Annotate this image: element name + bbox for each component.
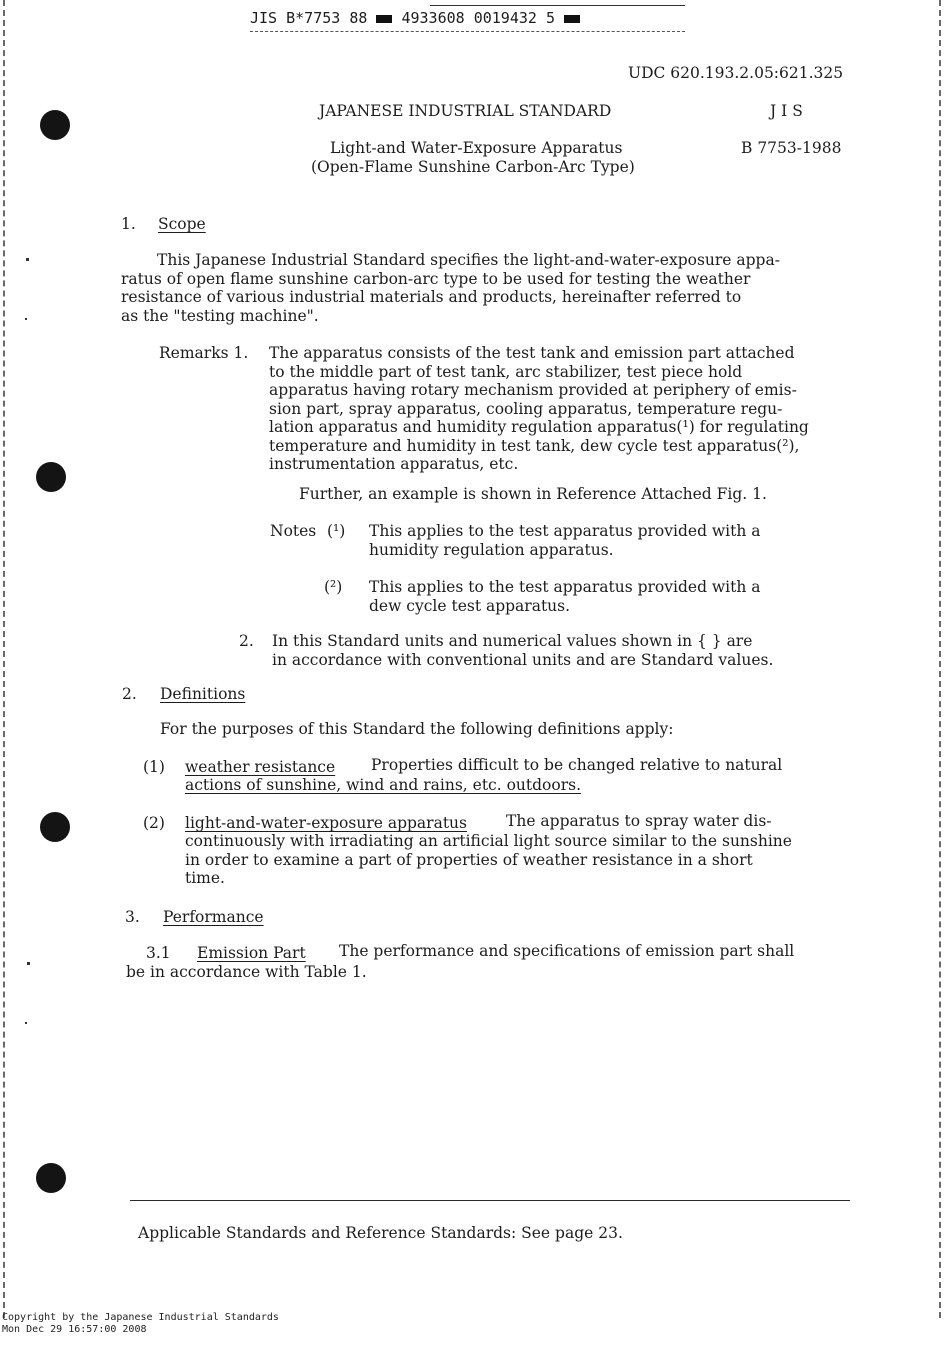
udc-code: UDC 620.193.2.05:621.325	[628, 64, 844, 82]
definitions-intro: For the purposes of this Standard the following definitions apply:	[160, 720, 674, 738]
subsection-3-1-text: The performance and specifications of emission part shall	[339, 942, 795, 960]
scan-speck	[27, 962, 30, 965]
remark-2-number: 2.	[239, 632, 254, 650]
header-top-rule	[430, 5, 685, 6]
subsection-3-1-number: 3.1	[146, 944, 171, 962]
scope-paragraph: This Japanese Industrial Standard specifies the light-and-water-exposure appa- ratus of open flame sunshine carbon-arc type to be used for testing the weather resistance of various industrial materials and products, hereinafter referred to as the "testing machine".	[121, 251, 780, 325]
definition-1-number: (1)	[143, 758, 165, 776]
punch-hole-4	[36, 1163, 66, 1193]
definition-2-number: (2)	[143, 814, 165, 832]
punch-hole-2	[36, 462, 66, 492]
punch-hole-3	[40, 812, 70, 842]
doc-title-line2: (Open-Flame Sunshine Carbon-Arc Type)	[311, 158, 635, 176]
remark-1-text: The apparatus consists of the test tank and emission part attached to the middle part of test tank, arc stabilizer, test piece hold apparatus having rotary mechanism provided at periphery of emis- sion part, spray apparatus, cooling apparatus, temperature regu- lation apparatus and humidity regulation apparatus(¹) for regulating temperature and humidity in test tank, dew cycle test apparatus(²), instrumentation apparatus, etc.	[269, 344, 809, 473]
jis-label: J I S	[770, 102, 803, 120]
header-code-line	[250, 9, 580, 27]
note-1-mark: (¹)	[327, 522, 346, 540]
black-bar-2	[564, 15, 580, 23]
standard-number: B 7753-1988	[741, 139, 842, 157]
definition-1-line2: actions of sunshine, wind and rains, etc. outdoors.	[185, 776, 582, 794]
subsection-3-1-line2: be in accordance with Table 1.	[126, 963, 367, 981]
header-code-mid: 4933608 0019432 5	[401, 9, 555, 27]
definition-1-text: Properties difficult to be changed relative to natural	[371, 756, 783, 774]
timestamp-line: Mon Dec 29 16:57:00 2008	[2, 1324, 147, 1335]
black-bar-1	[376, 15, 392, 23]
definition-1-term: weather resistance	[185, 758, 336, 776]
section-3-title: Performance	[163, 908, 264, 926]
copyright-line: Copyright by the Japanese Industrial Standards	[2, 1312, 279, 1323]
note-1-text: This applies to the test apparatus provided with a humidity regulation apparatus.	[369, 522, 761, 559]
section-1-title: Scope	[158, 215, 206, 233]
section-2-number: 2.	[122, 685, 137, 703]
copyright-stamp	[2, 1312, 279, 1336]
definition-2-rest: continuously with irradiating an artificial light source similar to the sunshine in order to examine a part of properties of weather resistance in a short time.	[185, 832, 792, 887]
scan-speck	[25, 318, 27, 320]
footer-rule	[130, 1200, 850, 1201]
note-2-text: This applies to the test apparatus provided with a dew cycle test apparatus.	[369, 578, 761, 615]
remark-2-text: In this Standard units and numerical values shown in { } are in accordance with conventional units and are Standard values.	[272, 632, 774, 669]
subsection-3-1-title: Emission Part	[197, 944, 306, 962]
notes-label: Notes	[270, 522, 317, 540]
section-3-number: 3.	[125, 908, 140, 926]
right-scan-border	[939, 0, 941, 1318]
definition-2-text: The apparatus to spray water dis-	[506, 812, 772, 830]
section-1-number: 1.	[121, 215, 136, 233]
header-code-left: JIS B*7753 88	[250, 9, 368, 27]
punch-hole-1	[40, 110, 70, 140]
applicable-standards: Applicable Standards and Reference Standards: See page 23.	[138, 1224, 623, 1242]
scan-speck	[25, 1022, 27, 1024]
note-2-mark: (²)	[324, 578, 343, 596]
remarks-label: Remarks 1.	[159, 344, 249, 362]
standard-label: JAPANESE INDUSTRIAL STANDARD	[319, 102, 612, 120]
scan-speck	[26, 258, 29, 261]
further-text: Further, an example is shown in Reference Attached Fig. 1.	[299, 485, 767, 503]
header-code-underline	[250, 31, 685, 32]
doc-title-line1: Light-and Water-Exposure Apparatus	[330, 139, 623, 157]
definition-2-term: light-and-water-exposure apparatus	[185, 814, 467, 832]
left-scan-border	[3, 0, 5, 1318]
section-2-title: Definitions	[160, 685, 246, 703]
